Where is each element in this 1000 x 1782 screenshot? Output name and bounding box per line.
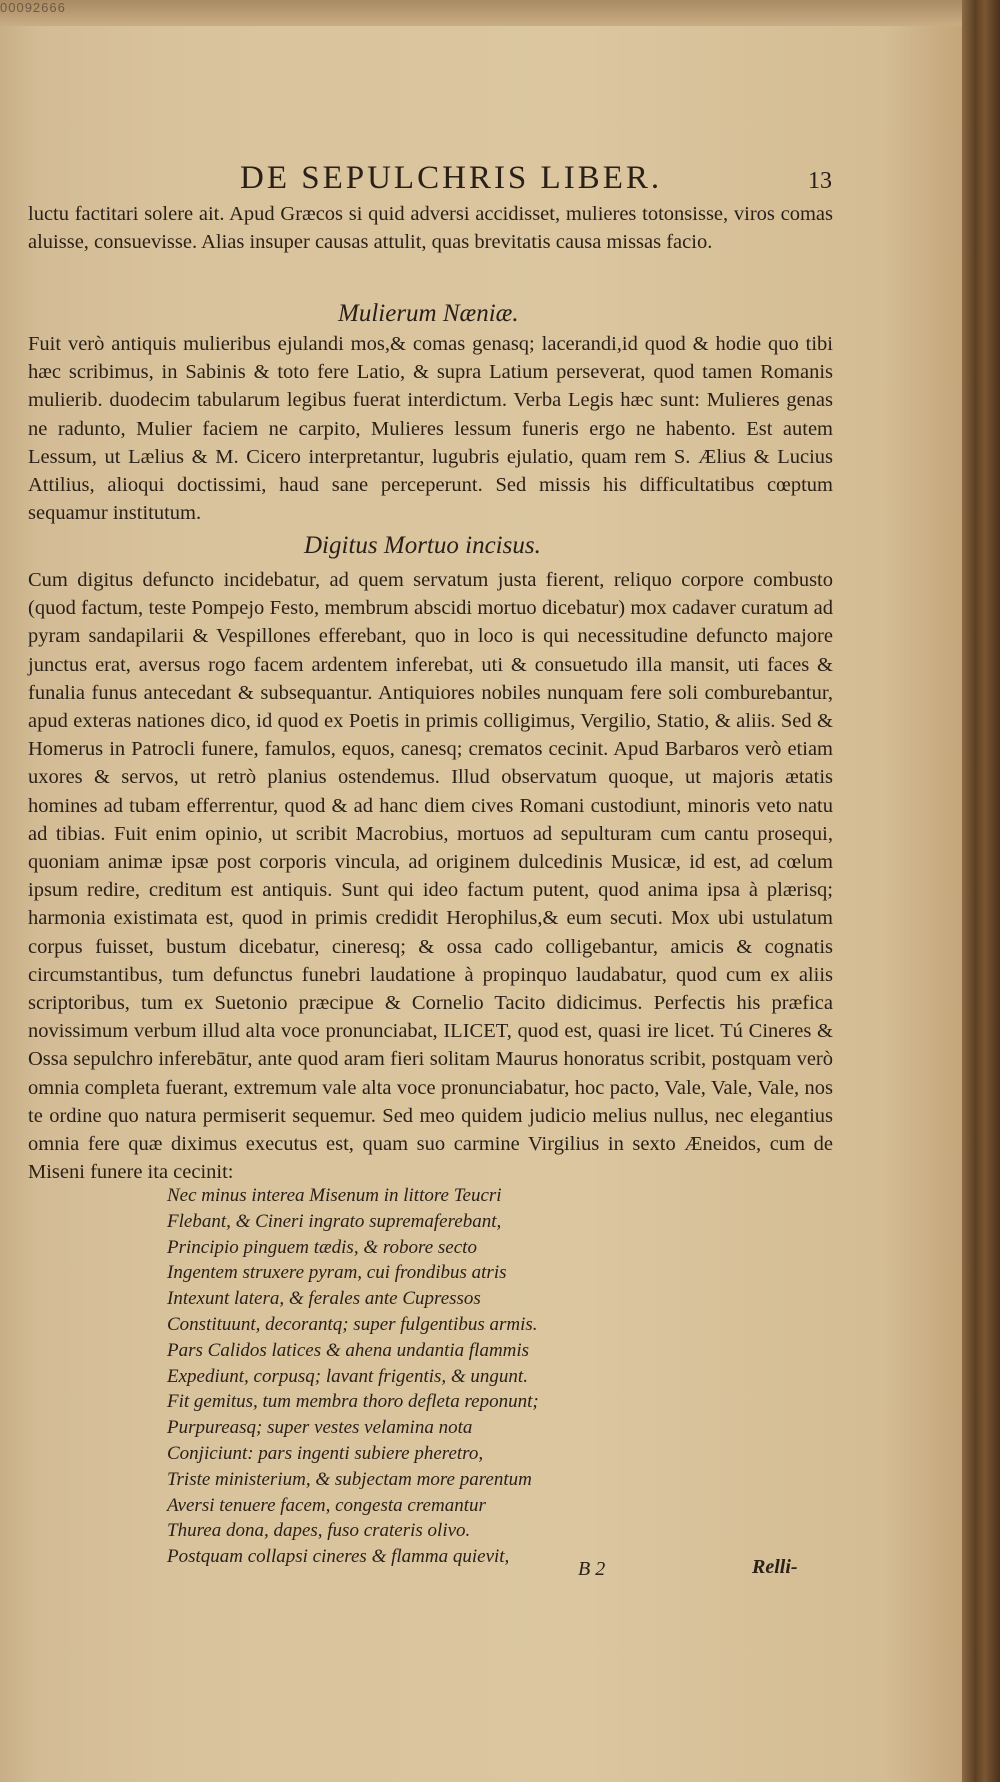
intro-text: luctu factitari solere ait. Apud Græcos si quid adversi accidisset, mulieres totonsisse, viros comas aluisse, consuevisse. Alias insuper causas attulit, quas brevitatis causa missas facio.: [28, 203, 833, 254]
verse-line: Aversi tenuere facem, congesta cremantur: [167, 1494, 486, 1516]
page-top-strip: [0, 0, 962, 26]
heading-digitus-mortuo: Digitus Mortuo incisus.: [304, 532, 541, 559]
verse-line: Intexunt latera, & ferales ante Cupressos: [167, 1288, 481, 1310]
verse-line: Conjiciunt: pars ingenti subiere pheretro,: [167, 1442, 484, 1464]
book-edge: [962, 0, 1000, 1782]
verse-line: Purpureasq; super vestes velamina nota: [167, 1417, 473, 1439]
running-title: DE SEPULCHRIS LIBER.: [240, 160, 663, 196]
verse-line: Triste ministerium, & subjectam more parentum: [167, 1468, 532, 1490]
verse-line: Pars Calidos latices & ahena undantia flammis: [167, 1339, 530, 1361]
verse-line: Nec minus interea Misenum in littore Teucri: [167, 1185, 502, 1206]
verse-line: Constituunt, decorantq; super fulgentibus armis.: [167, 1313, 538, 1335]
intro-paragraph: [28, 200, 833, 256]
section2-paragraph: [28, 566, 833, 1186]
verse-line: Expediunt, corpusq; lavant frigentis, & ungunt.: [167, 1365, 528, 1387]
verse-block: [167, 1183, 687, 1570]
signature-mark: B 2: [578, 1558, 606, 1580]
verse-line: Flebant, & Cineri ingrato supremaferebant,: [167, 1210, 502, 1232]
section1-text: Fuit verò antiquis mulieribus ejulandi mos,& comas genasq; lacerandi,id quod & hodie quo tibi hæc scribimus, in Sabinis & toto fere Latio, & supra Latium perseverat, quod tamen Romanis mulierib. duodecim tabularum legibus fuerat interdictum. Verba Legis hæc sunt: Mulieres genas ne radunto, Mulier faciem ne carpito, Mulieres lessum funeris ergo ne habento. Est autem Lessum, ut Lælius & M. Cicero interpretantur, lugubris ejulatio, quam rem S. Ælius & Lucius Attilius, alioqui doctissimi, haud sane perceperunt. Sed missis his difficultatibus cœptum sequamur institutum.: [28, 333, 833, 525]
verse-line: Fit gemitus, tum membra thoro defleta reponunt;: [167, 1391, 539, 1413]
verse-line: Thurea dona, dapes, fuso crateris olivo.: [167, 1520, 471, 1542]
verse-line: Postquam collapsi cineres & flamma quievit,: [167, 1546, 510, 1568]
section1-paragraph: [28, 330, 833, 527]
verse-line: Ingentem struxere pyram, cui frondibus atris: [167, 1262, 507, 1284]
catchword: Relli-: [752, 1556, 798, 1578]
page-number: 13: [808, 168, 832, 194]
verse-line: Principio pinguem tædis, & robore secto: [167, 1236, 477, 1258]
heading-mulierum-naeniae: Mulierum Næniæ.: [338, 300, 519, 327]
catalog-id: 00092666: [0, 0, 66, 15]
section2-text: Cum digitus defuncto incidebatur, ad quem servatum justa fierent, reliquo corpore combusto (quod factum, teste Pompejo Festo, membrum abscidi mortuo dicebatur) mox cadaver curatum ad pyram sandapilarii & Vespillones efferebant, quo in loco is qui necessitudine defuncto majore junctus erat, aversus rogo facem ardentem inferebat, uti & consuetudo illa mansit, uti faces & funalia funus antecedant & subsequantur. Antiquiores nobiles nunquam fere soli comburebantur, apud exteras nationes dico, id quod ex Poetis in primis colligimus, Vergilio, Statio, & aliis. Sed & Homerus in Patrocli funere, famulos, equos, canesq; crematos cecinit. Apud Barbaros verò etiam uxores & servos, ut retrò planius ostendemus. Illud observatum quoque, ut majoris ætatis homines ad tubam efferrentur, quod & ad hanc diem cives Romani custodiunt, minoris veto natu ad tibias. Fuit enim opinio, ut scribit Macrobius, mortuos ad sepulturam cum cantu prosequi, quoniam animæ ipsæ post corporis vincula, ad originem dulcedinis Musicæ, id est, ad cœlum ipsum redire, creditum est antiquis. Sunt qui ideo factum putent, quod anima ipsa à plærisq; harmonia existimata est, quod in primis credidit Herophilus,& eum secuti. Mox ubi ustulatum corpus fuisset, bustum dicebatur, cineresq; & ossa cado colligebantur, amicis & cognatis circumstantibus, tum defunctus funebri laudatione à propinquo laudabatur, quod cum ex aliis scriptoribus, tum ex Suetonio præcipue & Cornelio Tacito didicimus. Perfectis his præfica novissimum verbum illud alta voce pronunciabat, ILICET, quod est, quasi ire licet. Tú Cineres & Ossa sepulchro inferebātur, ante quod aram fieri solitam Maurus honoratus scribit, postquam verò omnia completa fuerant, extremum vale alta voce pronunciabatur, hoc pacto, Vale, Vale, Vale, nos te ordine quo natura permiserit sequemur. Sed meo quidem judicio melius nullus, nec elegantius omnia fere quæ diximus executus est, quam suo carmine Virgilius in sexto Æneidos, cum de Miseni funere ita cecinit:: [28, 569, 833, 1184]
